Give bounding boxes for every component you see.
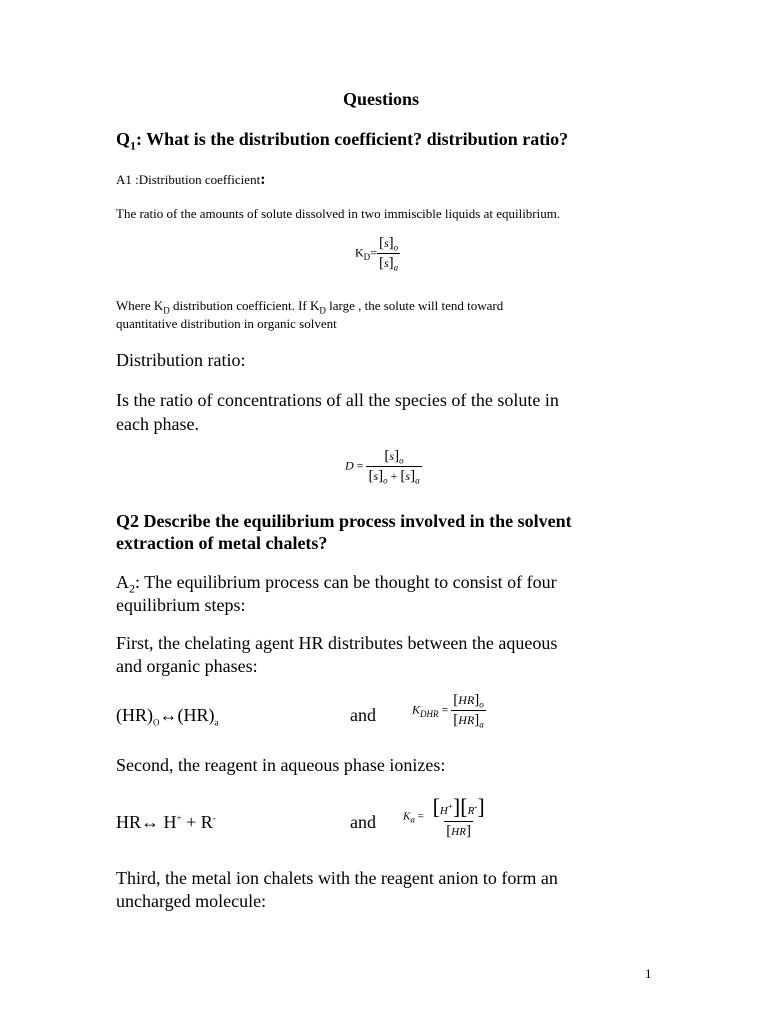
answer-1-heading	[116, 171, 266, 189]
a2-sub: 2	[129, 581, 135, 596]
eq2-sup1: +	[176, 813, 182, 823]
kd-lhs-sub: D	[363, 252, 371, 263]
kdhr-num-sub: o	[479, 699, 484, 710]
second-step-line: Second, the reagent in aqueous phase ionizes:	[116, 755, 446, 775]
kd-formula	[355, 235, 400, 273]
first-step-line-1: First, the chelating agent HR distributes between the aqueous	[116, 633, 558, 653]
ka-lhs-sub: a	[410, 814, 415, 825]
ka-eq: =	[414, 810, 427, 823]
where-line-1	[116, 298, 503, 316]
kdhr-lhs: K	[412, 702, 421, 717]
where-sub: D	[163, 305, 170, 316]
where-sub2: D	[319, 305, 326, 316]
kd-den-sub: a	[393, 262, 399, 273]
d-formula	[345, 448, 422, 486]
eq2-b: H	[159, 812, 177, 832]
where-line-2: quantitative distribution in organic solvent	[116, 316, 337, 331]
distribution-ratio-heading: Distribution ratio:	[116, 350, 246, 370]
eq2-a: HR	[116, 812, 142, 832]
kd-lhs: K	[355, 245, 364, 260]
distribution-ratio-text-1: Is the ratio of concentrations of all the species of the solute in	[116, 390, 559, 410]
where-b: distribution coefficient. If K	[169, 298, 320, 313]
ka-formula	[403, 794, 491, 840]
d-plus: +	[387, 469, 401, 484]
equation-hr-ionization	[116, 812, 216, 833]
a1-heading-colon: :	[260, 171, 266, 188]
kdhr-num: HR	[458, 693, 475, 707]
eq1-a: (HR)	[116, 705, 153, 725]
kd-num: s	[383, 236, 389, 250]
ka-num1-sup: +	[447, 801, 453, 812]
ka-lhs: K	[403, 810, 411, 823]
eq1-sub2: a	[214, 717, 219, 728]
d-fraction: $\frac{[s]_o}{[s]_o + [s]_a}$	[368, 448, 420, 486]
eq2-arrow: ↔	[141, 812, 160, 832]
distribution-ratio-text-2: each phase.	[116, 414, 199, 434]
distribution-coefficient-definition: The ratio of the amounts of solute dissolved in two immiscible liquids at equilibrium.	[116, 206, 561, 221]
d-eq: =	[353, 458, 367, 473]
kd-num-sub: o	[393, 242, 399, 253]
d-lhs: D	[345, 458, 354, 473]
d-den1-sub: o	[383, 475, 388, 486]
page-number: 1	[645, 966, 652, 981]
ka-fraction: $\frac{[H^+][R^-]}{[HR]}$	[432, 794, 485, 839]
answer-2-line-1	[116, 572, 557, 597]
where-c: large , the solute will tend toward	[325, 298, 504, 313]
a2-prefix: A	[116, 572, 129, 592]
a2-text: : The equilibrium process can be thought to consist of four	[135, 572, 557, 592]
question-1	[116, 129, 568, 154]
eq1-sub1: O	[153, 717, 160, 728]
ka-den: HR	[451, 826, 466, 838]
question-2-line-2: extraction of metal chalets?	[116, 533, 328, 553]
eq2-and: and	[350, 812, 376, 832]
ka-num2-sup: -	[474, 801, 478, 812]
ka-num2: R	[467, 805, 475, 817]
eq2-sup2: -	[212, 813, 216, 823]
q1-prefix: Q	[116, 129, 131, 149]
equation-hr-distribution	[116, 705, 219, 728]
kd-eq: =	[370, 245, 377, 260]
q1-sub: 1	[130, 138, 137, 153]
kdhr-formula	[412, 692, 486, 730]
kdhr-den: HR	[458, 713, 475, 728]
eq1-and: and	[350, 705, 376, 725]
first-step-line-2: and organic phases:	[116, 656, 258, 676]
kdhr-lhs-sub: DHR	[420, 709, 439, 720]
d-den2: s	[405, 469, 411, 484]
eq2-c: + R	[181, 812, 213, 832]
kd-den: s	[383, 256, 389, 271]
ka-num1: H	[439, 805, 448, 817]
a1-heading-text: A1 :Distribution coefficient	[116, 172, 261, 187]
eq1-b: (HR)	[177, 705, 215, 725]
third-step-line-2: uncharged molecule:	[116, 891, 267, 911]
question-2-line-1: Q2 Describe the equilibrium process involved in the solvent	[116, 511, 572, 531]
where-a: Where K	[116, 298, 164, 313]
d-num-sub: o	[399, 455, 404, 466]
kd-fraction: $\frac{[s]_o}{[s]_a}$	[378, 235, 399, 273]
d-den2-sub: a	[415, 475, 420, 486]
kdhr-fraction: $\frac{[HR]_o}{[HR]_a}$	[453, 692, 484, 730]
kdhr-den-sub: a	[479, 719, 484, 730]
q1-text: : What is the distribution coefficient? distribution ratio?	[136, 129, 569, 149]
answer-2-line-2: equilibrium steps:	[116, 595, 246, 615]
third-step-line-1: Third, the metal ion chalets with the reagent anion to form an	[116, 868, 558, 888]
eq1-arrow: ↔	[159, 705, 178, 725]
kdhr-eq: =	[438, 702, 452, 717]
d-den1: s	[373, 469, 379, 484]
page-title: Questions	[343, 89, 420, 109]
d-num: s	[389, 449, 395, 463]
